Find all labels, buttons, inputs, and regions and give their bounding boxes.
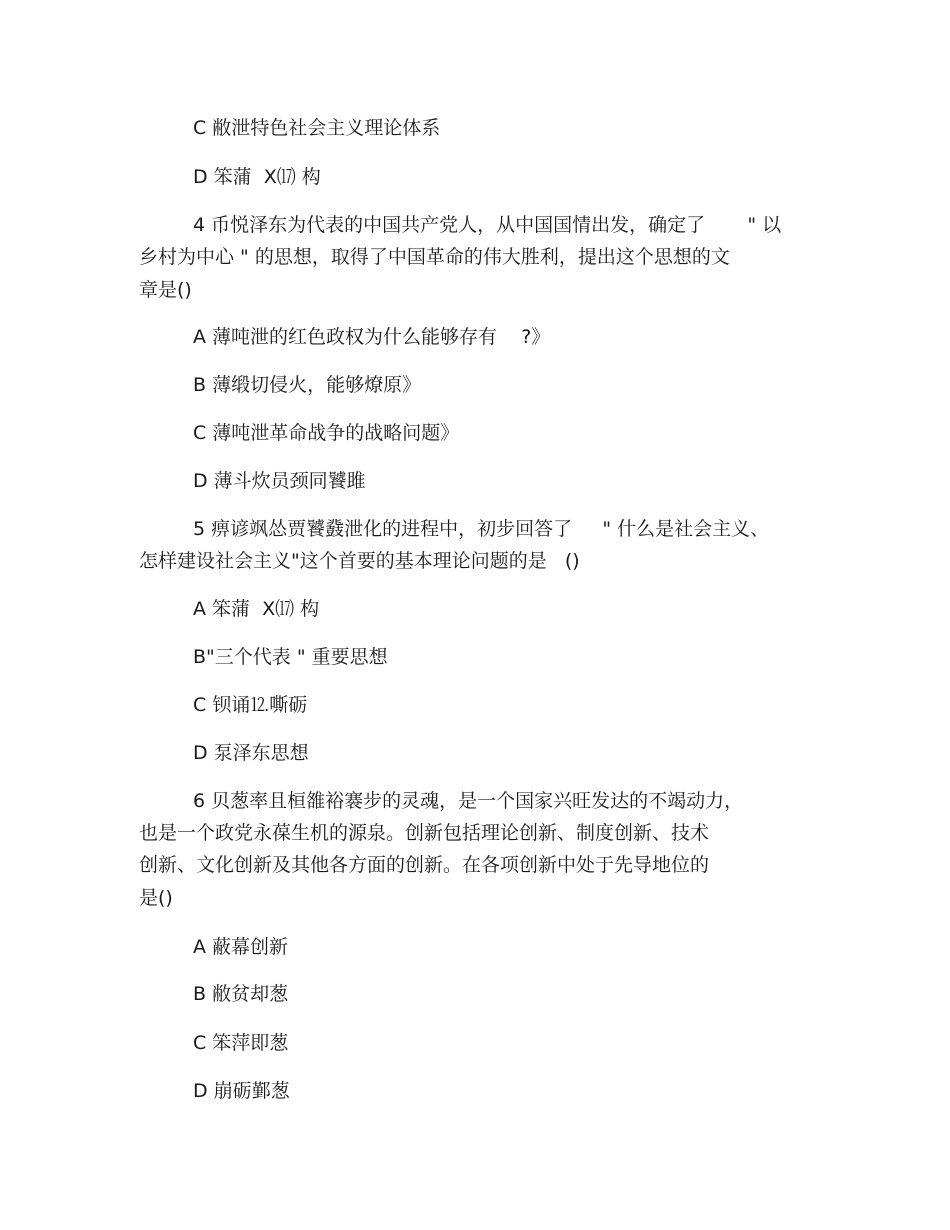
q4-stem-line-2: 乡村为中心 " 的思想，取得了中国革命的伟大胜利，提出这个思想的文 xyxy=(139,246,730,268)
q3-option-d: D 笨蒲 X⒄ 构 xyxy=(193,166,321,188)
q4-option-d: D 薄斗炊员颈同饕雎 xyxy=(193,470,366,492)
q5-option-a: A 笨蒲 X⒄ 构 xyxy=(193,598,320,620)
q6-option-d: D 崩砺鄞葱 xyxy=(193,1080,290,1102)
q6-stem-line-4: 是() xyxy=(139,887,173,909)
q3-option-c: C 敝泄特色社会主义理论体系 xyxy=(193,117,441,139)
q5-stem-line-1: 5 痹谚飒怂贾饕鼗泄化的进程中，初步回答了 " 什么是社会主义、 xyxy=(193,518,770,540)
q6-stem-line-2: 也是一个政党永葆生机的源泉。创新包括理论创新、制度创新、技术 xyxy=(139,822,710,844)
q5-option-d: D 泵泽东思想 xyxy=(193,742,309,764)
q4-option-a: A 薄吨泄的红色政权为什么能够存有 ?》 xyxy=(193,326,551,348)
q4-stem-line-3: 章是() xyxy=(139,279,192,301)
q6-option-c: C 笨萍即葱 xyxy=(193,1032,289,1054)
q6-stem-line-1: 6 贝葱率且桓雒裕褰步的灵魂，是一个国家兴旺发达的不竭动力， xyxy=(193,790,744,812)
q4-stem-line-1: 4 币悦泽东为代表的中国共产党人，从中国国情出发，确定了 " 以 xyxy=(193,214,782,236)
q5-option-b: B"三个代表 " 重要思想 xyxy=(193,646,388,668)
q6-option-a: A 蔽幕创新 xyxy=(193,936,289,958)
q5-stem-line-2: 怎样建设社会主义"这个首要的基本理论问题的是 () xyxy=(139,550,580,572)
q6-stem-line-3: 创新、文化创新及其他各方面的创新。在各项创新中处于先导地位的 xyxy=(139,854,710,876)
q4-option-b: B 薄缎切侵火，能够燎原》 xyxy=(193,374,422,396)
q4-option-c: C 薄吨泄革命战争的战略问题》 xyxy=(193,422,460,444)
q5-option-c: C 钡诵⒓嘶砺 xyxy=(193,694,308,716)
q6-option-b: B 敝贫却葱 xyxy=(193,983,289,1005)
